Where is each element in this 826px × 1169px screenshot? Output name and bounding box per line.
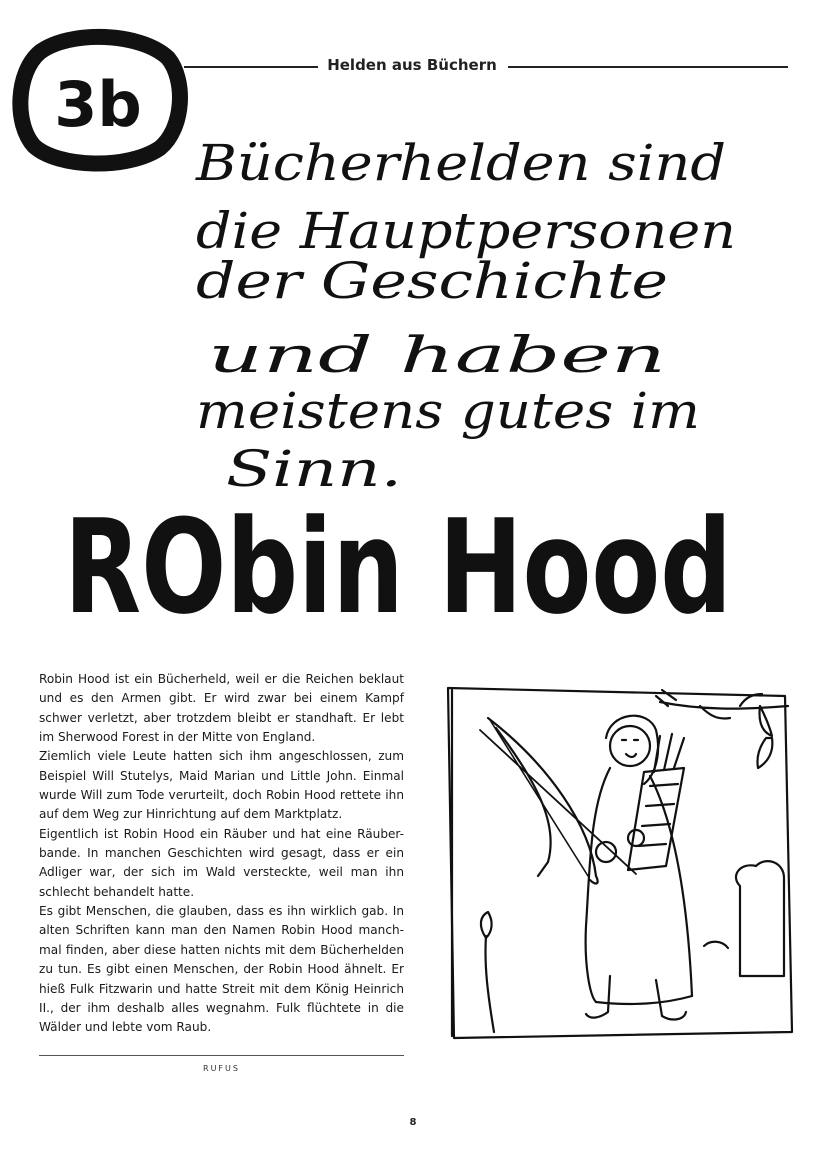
- handwritten-line-1: Bücherhelden sind: [194, 134, 726, 192]
- article-paragraph: Eigentlich ist Robin Hood ein Räuber und hat eine Räuber-bande. In manchen Geschichten wird gesagt, dass er ein Adliger war, der sich im Wald versteckte, weil man ihn schlecht behandelt hatte.: [39, 826, 404, 899]
- robin-hood-illustration: [440, 676, 800, 1056]
- handwritten-line-6: Sinn.: [226, 440, 402, 498]
- section-title: Helden aus Büchern: [327, 56, 497, 74]
- handwritten-line-3: der Geschichte: [196, 252, 668, 310]
- article-paragraph: Ziemlich viele Leute hatten sich ihm angeschlossen, zum Beispiel Will Stutelys, Maid Marian und Little John. Einmal wurde Will zum Tode verurteilt, doch Robin Hood rettete ihn auf dem Weg zur Hinrichtung auf dem Marktplatz.: [39, 749, 404, 822]
- handwritten-line-2: die Hauptpersonen: [196, 202, 736, 260]
- handwritten-line-5: meistens gutes im: [196, 382, 700, 440]
- handwritten-line-4: und haben: [208, 326, 666, 384]
- headline-robin-hood: RObin Hood: [64, 491, 732, 643]
- article-body: [39, 670, 404, 1038]
- byline-rule: [39, 1055, 404, 1056]
- page-number: 8: [409, 1117, 417, 1128]
- article-paragraph: Es gibt Menschen, die glauben, dass es ihn wirklich gab. In alten Schriften kann man den Namen Robin Hood manch-mal finden, aber diese hatten nichts mit dem Bücherhelden zu tun. Es gibt einen Menschen, der Robin Hood ähnelt. Er hieß Fulk Fitzwarin und hatte Streit mit dem König Heinrich II., der ihm deshalb alles wegnahm. Fulk flüchtete in die Wälder und lebte vom Raub.: [39, 904, 404, 1035]
- badge-label: 3b: [54, 68, 142, 141]
- author-byline: RUFUS: [203, 1064, 240, 1073]
- article-paragraph: Robin Hood ist ein Bücherheld, weil er die Reichen beklaut und es den Armen gibt. Er wird zwar bei einem Kampf schwer verletzt, aber trotzdem bleibt er standhaft. Er lebt im Sherwood Forest in der Mitte von England.: [39, 672, 404, 745]
